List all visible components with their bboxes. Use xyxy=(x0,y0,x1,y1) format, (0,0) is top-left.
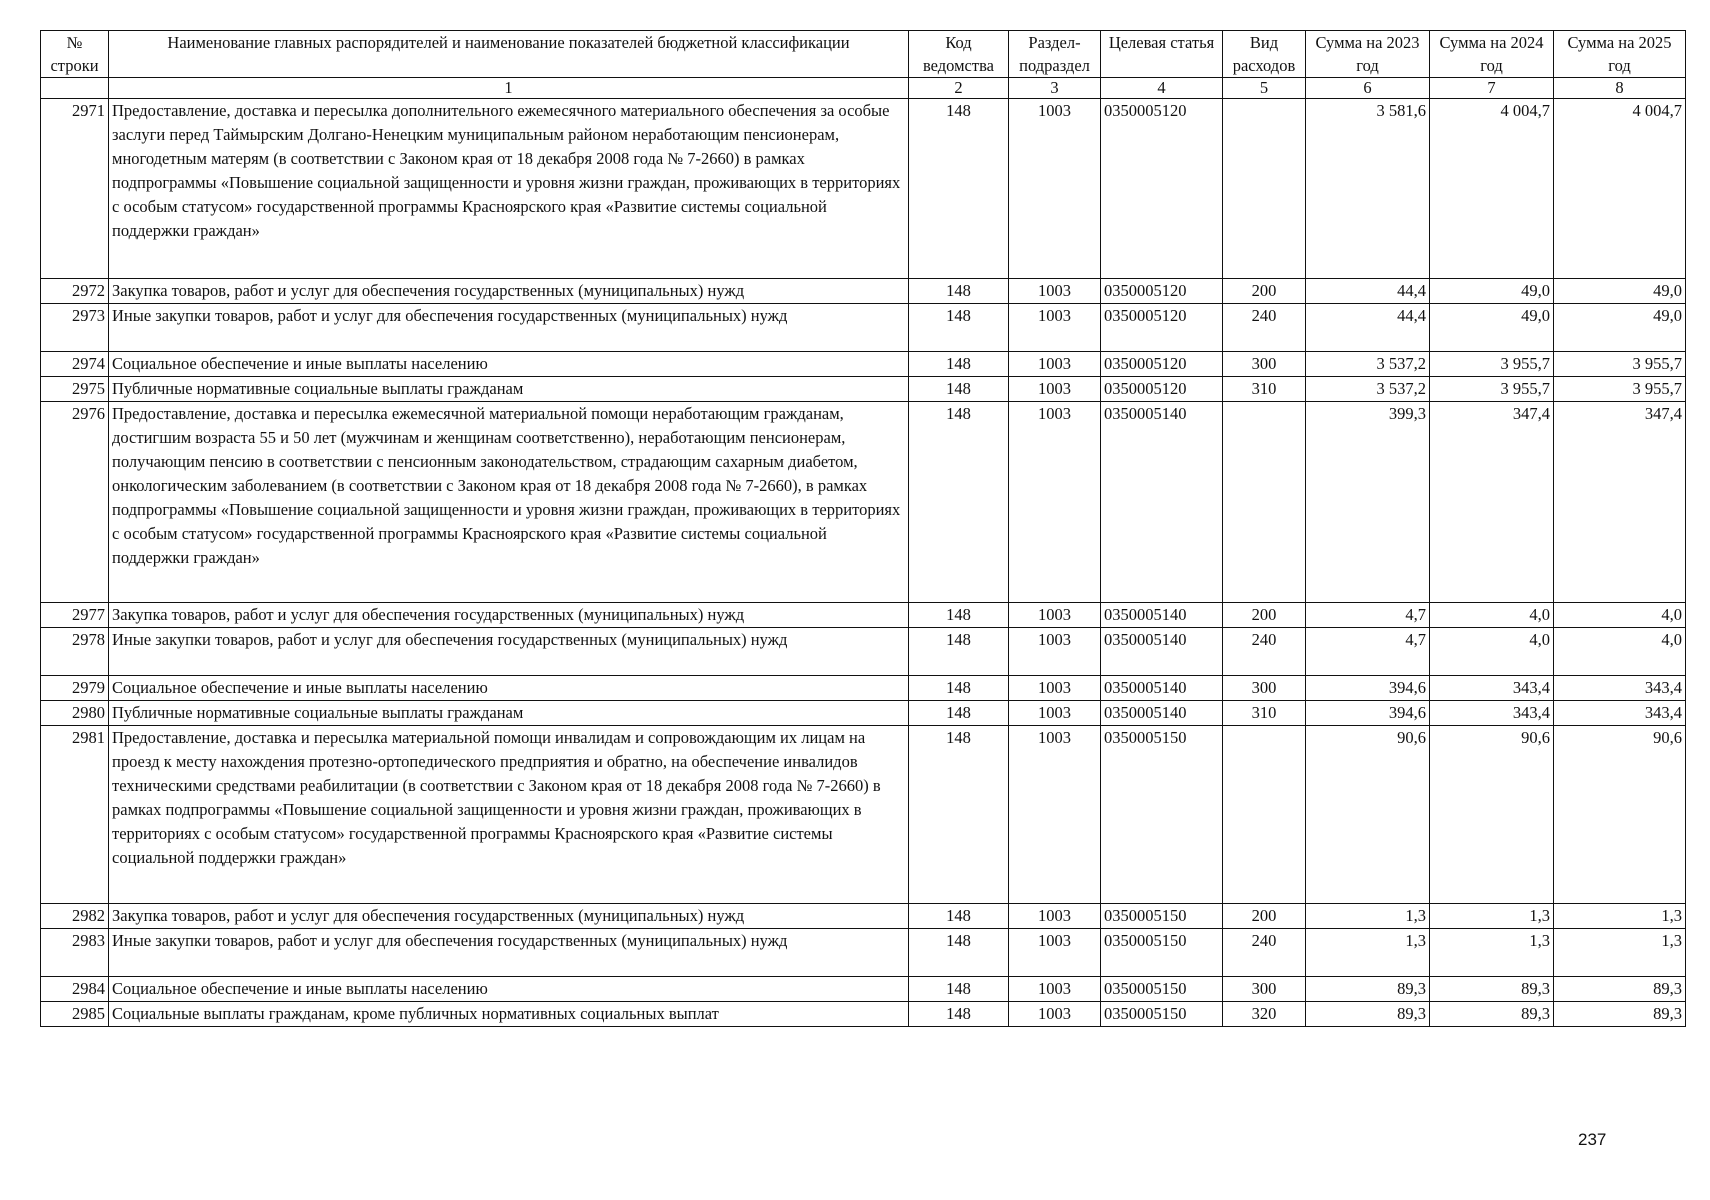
row-number: 2980 xyxy=(41,701,109,726)
row-dept-code: 148 xyxy=(909,904,1009,929)
row-sum-2023: 399,3 xyxy=(1306,402,1430,603)
row-dept-code: 148 xyxy=(909,929,1009,977)
row-expense-type xyxy=(1223,99,1306,279)
row-sum-2025: 4,0 xyxy=(1554,628,1686,676)
row-number: 2975 xyxy=(41,377,109,402)
page-number: 237 xyxy=(1578,1130,1607,1149)
row-expense-type: 240 xyxy=(1223,304,1306,352)
row-expense-type: 310 xyxy=(1223,377,1306,402)
table-row xyxy=(41,628,1686,676)
row-section: 1003 xyxy=(1009,603,1101,628)
row-sum-2025: 4 004,7 xyxy=(1554,99,1686,279)
row-section: 1003 xyxy=(1009,904,1101,929)
row-number: 2976 xyxy=(41,402,109,603)
table-row xyxy=(41,1002,1686,1027)
table-body xyxy=(41,99,1686,1027)
row-sum-2023: 4,7 xyxy=(1306,603,1430,628)
row-dept-code: 148 xyxy=(909,701,1009,726)
row-name: Иные закупки товаров, работ и услуг для обеспечения государственных (муниципальных) нужд xyxy=(109,628,909,676)
row-sum-2023: 90,6 xyxy=(1306,726,1430,904)
row-sum-2023: 89,3 xyxy=(1306,977,1430,1002)
row-sum-2024: 49,0 xyxy=(1430,304,1554,352)
row-section: 1003 xyxy=(1009,726,1101,904)
row-target: 0350005150 xyxy=(1101,1002,1223,1027)
header-name: Наименование главных распорядителей и наименование показателей бюджетной классификации xyxy=(109,31,909,78)
row-name: Закупка товаров, работ и услуг для обеспечения государственных (муниципальных) нужд xyxy=(109,603,909,628)
row-expense-type: 200 xyxy=(1223,603,1306,628)
row-name: Предоставление, доставка и пересылка дополнительного ежемесячного материального обеспечения за особые заслуги перед Таймырским Долгано-Ненецким муниципальным районом неработающим пенсионерам, многодетным матерям (в соответствии с Законом края от 18 декабря 2008 года № 7-2660) в рамках подпрограммы «Повышение социальной защищенности и уровня жизни граждан, проживающих в территориях с особым статусом» государственной программы Красноярского края «Развитие системы социальной поддержки граждан» xyxy=(109,99,909,279)
row-dept-code: 148 xyxy=(909,402,1009,603)
row-target: 0350005140 xyxy=(1101,402,1223,603)
row-sum-2025: 1,3 xyxy=(1554,904,1686,929)
row-sum-2023: 4,7 xyxy=(1306,628,1430,676)
header-dept-code: Код ведомства xyxy=(909,31,1009,78)
row-expense-type: 240 xyxy=(1223,628,1306,676)
row-target: 0350005120 xyxy=(1101,279,1223,304)
row-target: 0350005140 xyxy=(1101,701,1223,726)
table-row xyxy=(41,929,1686,977)
row-number: 2985 xyxy=(41,1002,109,1027)
table-row xyxy=(41,676,1686,701)
row-name: Закупка товаров, работ и услуг для обеспечения государственных (муниципальных) нужд xyxy=(109,904,909,929)
row-name: Социальные выплаты гражданам, кроме публичных нормативных социальных выплат xyxy=(109,1002,909,1027)
row-sum-2025: 347,4 xyxy=(1554,402,1686,603)
column-number-row xyxy=(41,78,1686,99)
row-dept-code: 148 xyxy=(909,304,1009,352)
row-sum-2025: 3 955,7 xyxy=(1554,352,1686,377)
row-number: 2979 xyxy=(41,676,109,701)
row-sum-2024: 49,0 xyxy=(1430,279,1554,304)
header-sum-2023: Сумма на 2023 год xyxy=(1306,31,1430,78)
row-name: Иные закупки товаров, работ и услуг для обеспечения государственных (муниципальных) нужд xyxy=(109,929,909,977)
row-dept-code: 148 xyxy=(909,279,1009,304)
row-target: 0350005120 xyxy=(1101,352,1223,377)
row-dept-code: 148 xyxy=(909,377,1009,402)
row-section: 1003 xyxy=(1009,352,1101,377)
table-row xyxy=(41,726,1686,904)
table-row xyxy=(41,977,1686,1002)
row-section: 1003 xyxy=(1009,977,1101,1002)
column-number: 1 xyxy=(109,78,909,99)
row-number: 2974 xyxy=(41,352,109,377)
row-dept-code: 148 xyxy=(909,99,1009,279)
row-name: Предоставление, доставка и пересылка материальной помощи инвалидам и сопровождающим их лицам на проезд к месту нахождения протезно-ортопедического предприятия и обратно, на обеспечение инвалидов техническими средствами реабилитации (в соответствии с Законом края от 18 декабря 2008 года № 7-2660) в рамках подпрограммы «Повышение социальной защищенности и уровня жизни граждан, проживающих в территориях с особым статусом» государственной программы Красноярского края «Развитие системы социальной поддержки граждан» xyxy=(109,726,909,904)
row-sum-2024: 1,3 xyxy=(1430,929,1554,977)
header-row-no: № строки xyxy=(41,31,109,78)
header-expense-type: Вид расходов xyxy=(1223,31,1306,78)
row-sum-2023: 89,3 xyxy=(1306,1002,1430,1027)
row-dept-code: 148 xyxy=(909,726,1009,904)
budget-document-page xyxy=(40,30,1685,1027)
row-section: 1003 xyxy=(1009,929,1101,977)
row-sum-2024: 3 955,7 xyxy=(1430,352,1554,377)
row-sum-2024: 1,3 xyxy=(1430,904,1554,929)
header-sum-2024: Сумма на 2024 год xyxy=(1430,31,1554,78)
row-section: 1003 xyxy=(1009,628,1101,676)
row-sum-2025: 343,4 xyxy=(1554,676,1686,701)
row-number: 2971 xyxy=(41,99,109,279)
row-expense-type: 300 xyxy=(1223,352,1306,377)
row-dept-code: 148 xyxy=(909,1002,1009,1027)
row-sum-2025: 49,0 xyxy=(1554,279,1686,304)
row-sum-2023: 3 537,2 xyxy=(1306,377,1430,402)
row-target: 0350005120 xyxy=(1101,99,1223,279)
row-section: 1003 xyxy=(1009,1002,1101,1027)
row-sum-2023: 394,6 xyxy=(1306,701,1430,726)
column-number: 7 xyxy=(1430,78,1554,99)
row-number: 2972 xyxy=(41,279,109,304)
row-sum-2025: 89,3 xyxy=(1554,977,1686,1002)
row-expense-type: 200 xyxy=(1223,279,1306,304)
row-sum-2025: 3 955,7 xyxy=(1554,377,1686,402)
row-target: 0350005120 xyxy=(1101,304,1223,352)
row-sum-2025: 4,0 xyxy=(1554,603,1686,628)
column-number xyxy=(41,78,109,99)
row-name: Публичные нормативные социальные выплаты гражданам xyxy=(109,377,909,402)
row-sum-2024: 90,6 xyxy=(1430,726,1554,904)
row-sum-2024: 4 004,7 xyxy=(1430,99,1554,279)
row-sum-2023: 1,3 xyxy=(1306,904,1430,929)
row-number: 2977 xyxy=(41,603,109,628)
row-number: 2973 xyxy=(41,304,109,352)
row-name: Предоставление, доставка и пересылка ежемесячной материальной помощи неработающим гражданам, достигшим возраста 55 и 50 лет (мужчинам и женщинам соответственно), неработающим пенсионерам, получающим пенсию в соответствии с пенсионным законодательством, страдающим сахарным диабетом, онкологическим заболеванием (в соответствии с Законом края от 18 декабря 2008 года № 7-2660), в рамках подпрограммы «Повышение социальной защищенности и уровня жизни граждан, проживающих в территориях с особым статусом» государственной программы Красноярского края «Развитие системы социальной поддержки граждан» xyxy=(109,402,909,603)
column-number: 5 xyxy=(1223,78,1306,99)
row-sum-2025: 1,3 xyxy=(1554,929,1686,977)
row-dept-code: 148 xyxy=(909,977,1009,1002)
budget-table xyxy=(40,30,1686,1027)
table-row xyxy=(41,352,1686,377)
row-expense-type: 300 xyxy=(1223,977,1306,1002)
row-section: 1003 xyxy=(1009,676,1101,701)
row-sum-2024: 3 955,7 xyxy=(1430,377,1554,402)
row-section: 1003 xyxy=(1009,99,1101,279)
column-number: 4 xyxy=(1101,78,1223,99)
row-sum-2025: 90,6 xyxy=(1554,726,1686,904)
table-row xyxy=(41,701,1686,726)
row-number: 2983 xyxy=(41,929,109,977)
row-sum-2025: 49,0 xyxy=(1554,304,1686,352)
row-dept-code: 148 xyxy=(909,628,1009,676)
row-sum-2024: 343,4 xyxy=(1430,676,1554,701)
row-target: 0350005150 xyxy=(1101,929,1223,977)
row-name: Иные закупки товаров, работ и услуг для обеспечения государственных (муниципальных) нужд xyxy=(109,304,909,352)
row-sum-2023: 3 581,6 xyxy=(1306,99,1430,279)
row-expense-type xyxy=(1223,402,1306,603)
table-row xyxy=(41,402,1686,603)
row-name: Социальное обеспечение и иные выплаты населению xyxy=(109,977,909,1002)
row-target: 0350005120 xyxy=(1101,377,1223,402)
row-sum-2024: 89,3 xyxy=(1430,977,1554,1002)
row-sum-2023: 44,4 xyxy=(1306,304,1430,352)
table-row xyxy=(41,603,1686,628)
row-target: 0350005150 xyxy=(1101,726,1223,904)
row-target: 0350005150 xyxy=(1101,904,1223,929)
row-expense-type: 320 xyxy=(1223,1002,1306,1027)
row-sum-2023: 394,6 xyxy=(1306,676,1430,701)
row-sum-2023: 3 537,2 xyxy=(1306,352,1430,377)
row-sum-2023: 1,3 xyxy=(1306,929,1430,977)
table-row xyxy=(41,904,1686,929)
row-sum-2024: 4,0 xyxy=(1430,628,1554,676)
column-number: 3 xyxy=(1009,78,1101,99)
table-header xyxy=(41,31,1686,99)
row-section: 1003 xyxy=(1009,304,1101,352)
column-number: 2 xyxy=(909,78,1009,99)
row-section: 1003 xyxy=(1009,402,1101,603)
header-row xyxy=(41,31,1686,78)
row-number: 2981 xyxy=(41,726,109,904)
row-expense-type: 240 xyxy=(1223,929,1306,977)
row-section: 1003 xyxy=(1009,377,1101,402)
row-number: 2978 xyxy=(41,628,109,676)
column-number: 6 xyxy=(1306,78,1430,99)
row-expense-type xyxy=(1223,726,1306,904)
row-name: Публичные нормативные социальные выплаты гражданам xyxy=(109,701,909,726)
table-row xyxy=(41,279,1686,304)
row-name: Социальное обеспечение и иные выплаты населению xyxy=(109,676,909,701)
row-sum-2024: 4,0 xyxy=(1430,603,1554,628)
header-sum-2025: Сумма на 2025 год xyxy=(1554,31,1686,78)
row-sum-2024: 89,3 xyxy=(1430,1002,1554,1027)
row-sum-2023: 44,4 xyxy=(1306,279,1430,304)
row-expense-type: 200 xyxy=(1223,904,1306,929)
row-target: 0350005150 xyxy=(1101,977,1223,1002)
row-sum-2025: 89,3 xyxy=(1554,1002,1686,1027)
row-name: Социальное обеспечение и иные выплаты населению xyxy=(109,352,909,377)
row-target: 0350005140 xyxy=(1101,676,1223,701)
column-number: 8 xyxy=(1554,78,1686,99)
row-section: 1003 xyxy=(1009,701,1101,726)
row-expense-type: 310 xyxy=(1223,701,1306,726)
header-target: Целевая статья xyxy=(1101,31,1223,78)
row-dept-code: 148 xyxy=(909,676,1009,701)
table-row xyxy=(41,99,1686,279)
row-target: 0350005140 xyxy=(1101,603,1223,628)
row-target: 0350005140 xyxy=(1101,628,1223,676)
row-dept-code: 148 xyxy=(909,352,1009,377)
row-section: 1003 xyxy=(1009,279,1101,304)
row-sum-2024: 343,4 xyxy=(1430,701,1554,726)
row-sum-2024: 347,4 xyxy=(1430,402,1554,603)
row-number: 2984 xyxy=(41,977,109,1002)
header-section: Раздел-подраздел xyxy=(1009,31,1101,78)
table-row xyxy=(41,377,1686,402)
row-number: 2982 xyxy=(41,904,109,929)
row-dept-code: 148 xyxy=(909,603,1009,628)
row-name: Закупка товаров, работ и услуг для обеспечения государственных (муниципальных) нужд xyxy=(109,279,909,304)
row-sum-2025: 343,4 xyxy=(1554,701,1686,726)
table-row xyxy=(41,304,1686,352)
row-expense-type: 300 xyxy=(1223,676,1306,701)
